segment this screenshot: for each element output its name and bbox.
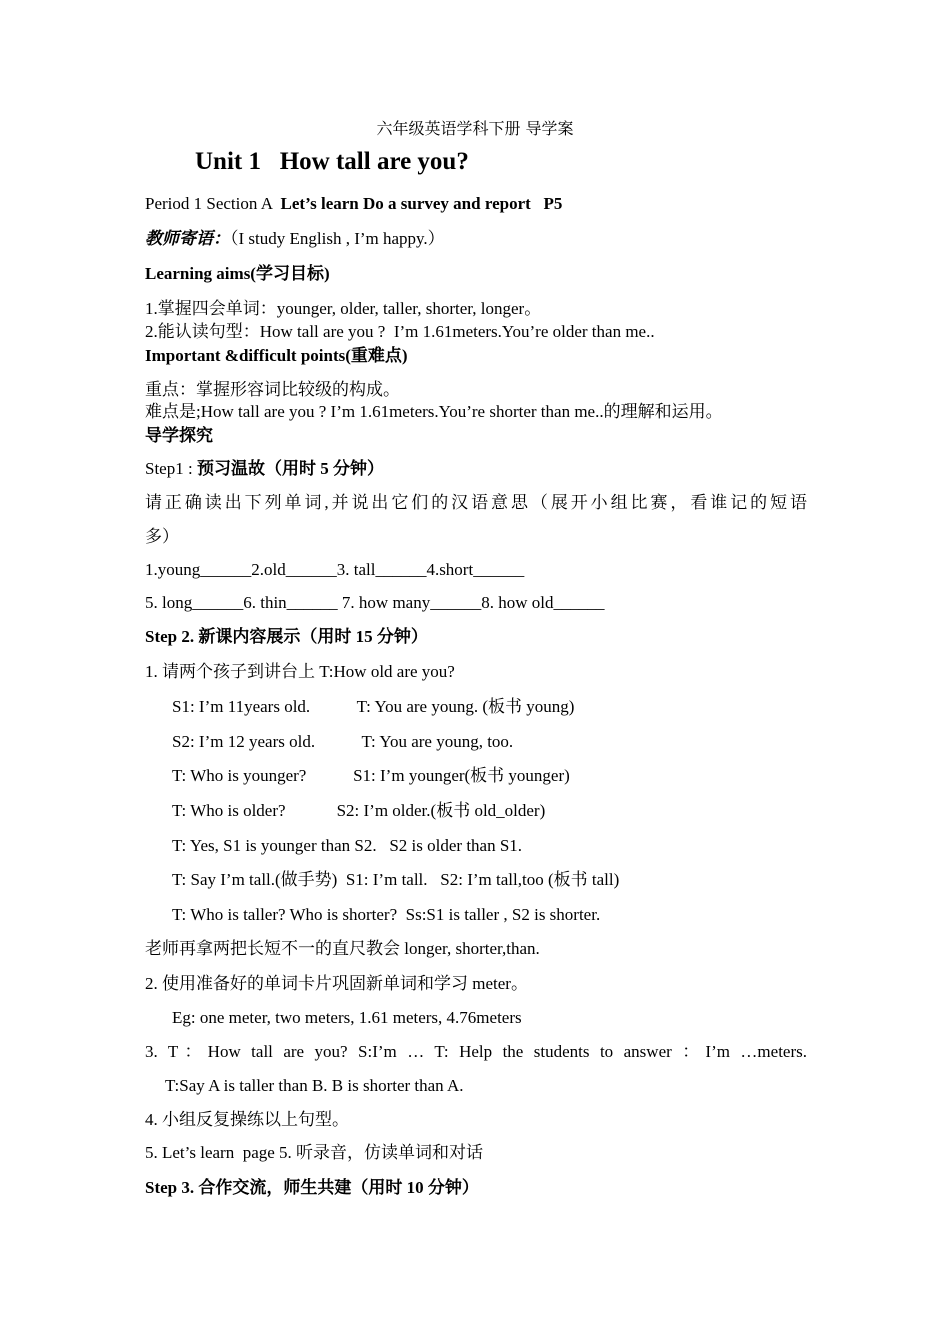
step2-line: 2. 使用准备好的单词卡片巩固新单词和学习 meter。	[145, 974, 528, 993]
step1-text-line: 请正确读出下列单词,并说出它们的汉语意思（展开小组比赛，看谁记的短语	[145, 493, 807, 512]
dialogue-line: T: Who is younger? S1: I’m younger(板书 younger)	[172, 766, 570, 785]
dialogue-line: S2: I’m 12 years old. T: You are young, too.	[172, 732, 514, 751]
period-bold: Let’s learn Do a survey and report P5	[280, 194, 563, 213]
step1-heading	[145, 458, 384, 480]
period-line	[145, 193, 562, 215]
word-list-line: 5. long______6. thin______ 7. how many______8. how old______	[145, 593, 605, 612]
teacher-message	[145, 228, 445, 250]
dialogue-line: T: Who is older? S2: I’m older.(板书 old_older)	[172, 801, 546, 820]
step2-line: 5. Let’s learn page 5. 听录音，仿读单词和对话	[145, 1143, 484, 1162]
step2-line: T:Say A is taller than B. B is shorter than A.	[165, 1076, 464, 1095]
step3-heading: Step 3. 合作交流，师生共建（用时 10 分钟）	[145, 1178, 479, 1197]
teacher-text: （I study English , I’m happy.）	[230, 229, 445, 248]
dialogue-line: T: Yes, S1 is younger than S2. S2 is older than S1.	[172, 836, 523, 855]
point-item: 难点是;How tall are you ? I’m 1.61meters.You’re shorter than me..的理解和运用。	[145, 402, 723, 421]
step1-text-line: 多）	[145, 527, 179, 546]
points-heading: Important &difficult points(重难点)	[145, 346, 408, 365]
step1-bold: 预习温故（用时 5 分钟）	[196, 459, 384, 478]
step2-line: 老师再拿两把长短不一的直尺教会 longer, shorter,than.	[145, 939, 540, 958]
step1-prefix: Step1 :	[145, 459, 197, 478]
aim-item: 1.掌握四会单词：younger, older, taller, shorter, longer。	[145, 299, 542, 318]
step2-line: 1. 请两个孩子到讲台上 T:How old are you?	[145, 662, 455, 681]
word-list-line: 1.young______2.old______3. tall______4.short______	[145, 560, 525, 579]
step2-line: 4. 小组反复操练以上句型。	[145, 1110, 349, 1129]
dialogue-line: T: Say I’m tall.(做手势) S1: I’m tall. S2: I’m tall,too (板书 tall)	[172, 870, 620, 889]
step2-heading: Step 2. 新课内容展示（用时 15 分钟）	[145, 627, 428, 646]
explore-heading: 导学探究	[145, 426, 213, 445]
aims-heading: Learning aims(学习目标)	[145, 264, 330, 283]
dialogue-line: T: Who is taller? Who is shorter? Ss:S1 is taller , S2 is shorter.	[172, 905, 601, 924]
dialogue-line: S1: I’m 11years old. T: You are young. (板书 young)	[172, 697, 575, 716]
teacher-label: 教师寄语：	[145, 229, 230, 248]
example-line: Eg: one meter, two meters, 1.61 meters, 4.76meters	[172, 1008, 522, 1027]
aim-item: 2.能认读句型：How tall are you ? I’m 1.61meters.You’re older than me..	[145, 322, 655, 341]
unit-title: Unit 1 How tall are you?	[195, 148, 469, 175]
period-prefix: Period 1 Section A	[145, 194, 281, 213]
step2-line: 3. T：How tall are you? S:I’m … T: Help the students to answer ：I’m …meters.	[145, 1042, 807, 1061]
document-header: 六年级英语学科下册 导学案	[376, 119, 574, 138]
point-item: 重点：掌握形容词比较级的构成。	[145, 380, 400, 399]
